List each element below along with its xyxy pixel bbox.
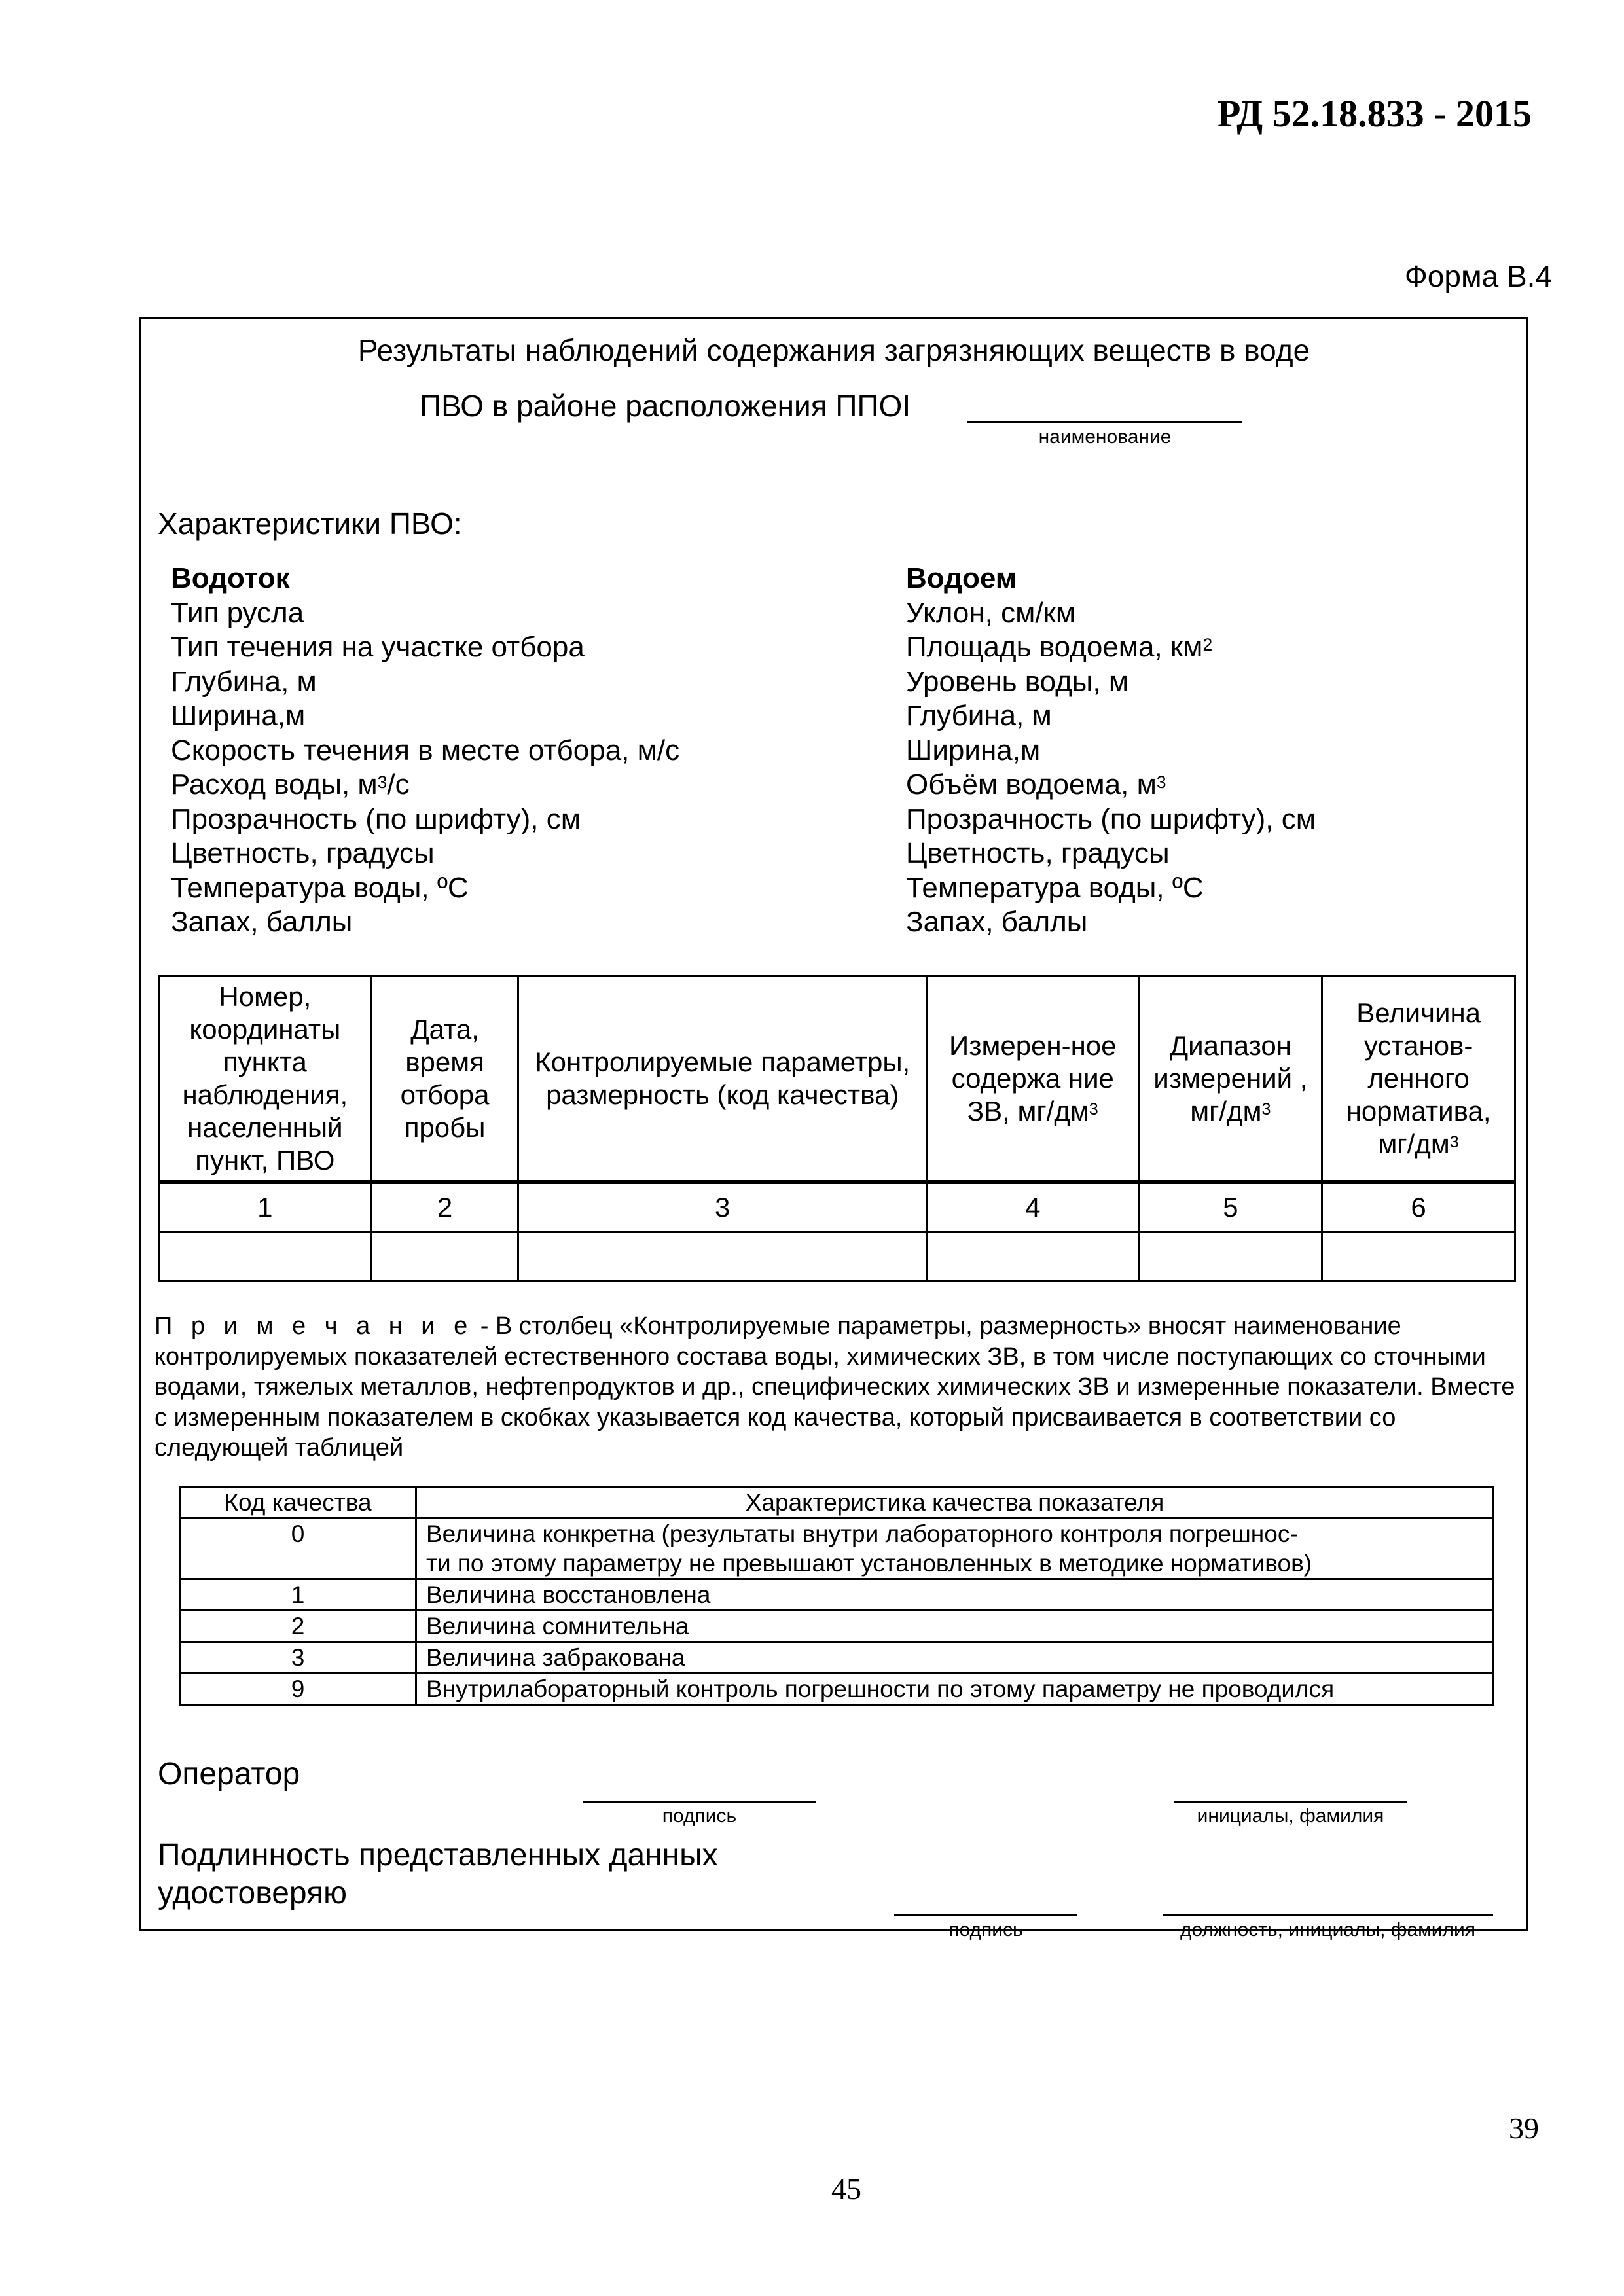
watercourse-item: Ширина,м [171, 700, 306, 732]
reservoir-column [906, 562, 1316, 940]
form-title: Результаты наблюдений содержания загрязняющих веществ в воде [357, 333, 1310, 367]
authenticity-position-caption: должность, инициалы, фамилия [1180, 1919, 1476, 1941]
column-number: 4 [927, 1182, 1139, 1232]
table-row [180, 1579, 1494, 1611]
table-row [180, 1611, 1494, 1642]
column-number: 2 [371, 1182, 518, 1232]
quality-code: 1 [180, 1579, 416, 1611]
watercourse-item: Прозрачность (по шрифту), см [171, 802, 581, 835]
operator-initials-caption: инициалы, фамилия [1197, 1805, 1384, 1827]
document-code: РД 52.18.833 - 2015 [1218, 92, 1532, 135]
quality-description: Величина восстановлена [416, 1579, 1494, 1611]
quality-code: 9 [180, 1674, 416, 1705]
table-cell[interactable] [927, 1232, 1139, 1282]
column-number-row [159, 1182, 1515, 1232]
table-row [180, 1642, 1494, 1674]
reservoir-item: Уклон, см/км [906, 596, 1076, 629]
table-cell[interactable] [159, 1232, 372, 1282]
watercourse-item: Тип течения на участке отбора [171, 631, 585, 663]
column-header: Дата, время отбора пробы [371, 977, 518, 1183]
column-number: 5 [1139, 1182, 1322, 1232]
quality-description: Величина сомнительна [416, 1611, 1494, 1642]
column-number: 3 [518, 1182, 927, 1232]
quality-description: Величина забракована [416, 1642, 1494, 1674]
authenticity-label: Подлинность представленных данных удостоверяю [158, 1838, 718, 1910]
table-row [180, 1674, 1494, 1705]
quality-code: 3 [180, 1642, 416, 1674]
reservoir-item-volume: Объём водоема, $м^3$ [906, 768, 1166, 800]
form-subtitle: ПВО в районе расположения ППОI [420, 389, 911, 423]
table-cell[interactable] [371, 1232, 518, 1282]
characteristics-heading: Характеристики ПВО: [158, 507, 462, 541]
operator-label: Оператор [158, 1757, 300, 1791]
column-header: Диапазон измерений , $мг/дм^3$ [1139, 977, 1322, 1183]
column-number: 6 [1322, 1182, 1515, 1232]
watercourse-heading: Водоток [171, 562, 290, 594]
reservoir-heading: Водоем [906, 562, 1017, 594]
quality-description: Внутрилабораторный контроль погрешности по этому параметру не проводился [416, 1674, 1494, 1705]
page-number-inner: 39 [1509, 2111, 1539, 2145]
reservoir-item: Цветность, градусы [906, 837, 1170, 869]
column-header: Контролируемые параметры, размерность (код качества) [518, 977, 927, 1183]
operator-initials-line[interactable] [1174, 1801, 1407, 1803]
reservoir-item: Запах, баллы [906, 906, 1088, 938]
observation-table [158, 975, 1516, 1282]
authenticity-position-line[interactable] [1163, 1914, 1493, 1916]
reservoir-item-area: Площадь водоема, $км^2$ [906, 631, 1213, 663]
authenticity-signature-line[interactable] [894, 1914, 1077, 1916]
watercourse-item: Температура воды, ºС [171, 871, 469, 904]
watercourse-column [171, 562, 679, 940]
watercourse-item: Цветность, градусы [171, 837, 435, 869]
table-cell[interactable] [518, 1232, 927, 1282]
quality-code-table [179, 1486, 1494, 1706]
reservoir-item: Температура воды, ºС [906, 871, 1204, 904]
watercourse-item: Запах, баллы [171, 906, 353, 938]
note-paragraph [154, 1311, 1523, 1463]
table-row [180, 1518, 1494, 1579]
table-header-row [159, 977, 1515, 1183]
watercourse-item: Скорость течения в месте отбора, м/с [171, 734, 680, 766]
operator-signature-caption: подпись [662, 1805, 737, 1827]
reservoir-item: Уровень воды, м [906, 665, 1129, 698]
column-header: Номер, координаты пункта наблюдения, населенный пункт, ПВО [159, 977, 372, 1183]
quality-code: 2 [180, 1611, 416, 1642]
page-number-outer: 45 [831, 2172, 861, 2206]
note-text: - В столбец «Контролируемые параметры, размерность» вносят наименование контролируемых показателей естественного состава воды, химических ЗВ, в том числе поступающих со сточными водами, тяжелых металлов, нефтепродуктов и др., специфических химических ЗВ и измеренные показатели. Вместе с измеренным показателем в скобках указывается код качества, который присваивается в соответствии со следующей таблицей [154, 1312, 1515, 1462]
column-number: 1 [159, 1182, 372, 1232]
authenticity-signature-caption: подпись [948, 1919, 1023, 1941]
name-caption: наименование [1038, 426, 1172, 448]
reservoir-item: Ширина,м [906, 734, 1041, 766]
form-frame [139, 317, 1528, 1941]
watercourse-item: Тип русла [171, 596, 304, 629]
watercourse-item: Глубина, м [171, 665, 317, 698]
table-header-row [180, 1487, 1494, 1518]
column-header: Код качества [180, 1487, 416, 1518]
table-row [159, 1232, 1515, 1282]
form-label: Форма В.4 [1404, 259, 1552, 293]
column-header: Измерен-ное содержа ние ЗВ, $мг/дм^3$ [927, 977, 1139, 1183]
column-header: Характеристика качества показателя [416, 1487, 1494, 1518]
column-header: Величина установ-ленного норматива, $мг/дм^3$ [1322, 977, 1515, 1183]
quality-code: 0 [180, 1518, 416, 1579]
operator-signature-line[interactable] [583, 1801, 816, 1803]
table-cell[interactable] [1139, 1232, 1322, 1282]
watercourse-item-flow: Расход воды, $м^3/с$ [171, 768, 410, 800]
table-cell[interactable] [1322, 1232, 1515, 1282]
quality-description: Величина конкретна (результаты внутри лабораторного контроля погрешнос- ти по этому параметру не превышают установленных в методике нормативов) [416, 1518, 1494, 1579]
note-label: П р и м е ч а н и е [154, 1312, 474, 1340]
reservoir-item: Прозрачность (по шрифту), см [906, 802, 1316, 835]
name-blank-line [967, 421, 1242, 423]
reservoir-item: Глубина, м [906, 700, 1052, 732]
